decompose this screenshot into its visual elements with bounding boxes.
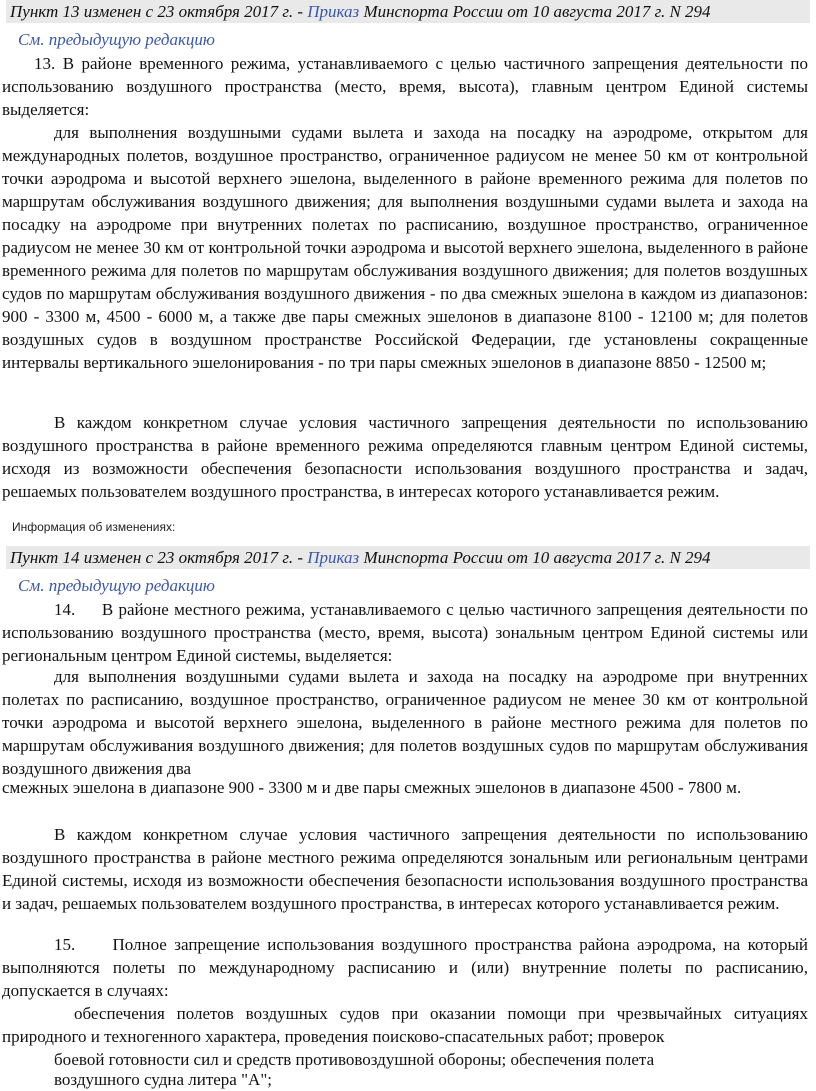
notice-text: Пункт 13 изменен с 23 октября 2017 г. - bbox=[10, 2, 308, 21]
amendment-notice-14 bbox=[6, 546, 810, 569]
order-link[interactable]: Приказ bbox=[307, 2, 360, 21]
previous-edition-link[interactable]: См. предыдущую редакцию bbox=[18, 576, 215, 595]
previous-edition-link[interactable]: См. предыдущую редакцию bbox=[18, 30, 215, 49]
notice-text: Минспорта России от 10 августа 2017 г. N 294 bbox=[359, 548, 711, 567]
paragraph-14-sub: для выполнения воздушными судами вылета и захода на посадку на аэродроме при внутренних полетах по расписанию, воздушное пространство, ограниченное радиусом не менее 30 км от контрольной точки аэродрома и высотой верхнего эшелона, выделенного в районе местного режима для полетов по маршрутам обслуживания воздушного движения; для полетов воздушных судов по маршрутам обслуживания воздушного движения два bbox=[2, 667, 808, 778]
paragraph-15: 15. Полное запрещение использования воздушного пространства района аэродрома, на который выполняются полеты по международному расписанию и (или) внутренние полеты по расписанию, допускается в случаях: bbox=[2, 935, 813, 1000]
notice-text: Пункт 14 изменен с 23 октября 2017 г. - bbox=[10, 548, 308, 567]
paragraph-15-sub: обеспечения полетов воздушных судов при оказании помощи при чрезвычайных ситуациях природного и техногенного характера, проведения поисково-спасательных работ; проверок bbox=[2, 1004, 808, 1046]
paragraph-14-sub-cont: смежных эшелона в диапазоне 900 - 3300 м и две пары смежных эшелонов в диапазоне 4500 - 7800 м. bbox=[2, 778, 742, 797]
change-info-label: Информация об изменениях: bbox=[12, 520, 176, 534]
paragraph-15-line: воздушного судна литера "А"; bbox=[54, 1070, 272, 1089]
paragraph-15-line: боевой готовности сил и средств противовоздушной обороны; обеспечения полета bbox=[54, 1050, 655, 1069]
paragraph-13: 13. В районе временного режима, устанавливаемого с целью частичного запрещения деятельности по использованию воздушного пространства (место, время, высота), главным центром Единой системы выделяется: bbox=[2, 54, 808, 119]
paragraph-14-case: В каждом конкретном случае условия частичного запрещения деятельности по использованию воздушного пространства в районе местного режима определяются зональным или региональным центрами Единой системы, исходя из возможности обеспечения безопасности использования воздушного пространства и задач, решаемых пользователем воздушного пространства, в интересах которого устанавливается режим. bbox=[2, 825, 808, 913]
paragraph-13-case: В каждом конкретном случае условия частичного запрещения деятельности по использованию воздушного пространства в районе временного режима определяются главным центром Единой системы, исходя из возможности обеспечения безопасности использования воздушного пространства и задач, решаемых пользователем воздушного пространства, в интересах которого устанавливается режим. bbox=[2, 413, 808, 501]
order-link[interactable]: Приказ bbox=[307, 548, 360, 567]
notice-text: Минспорта России от 10 августа 2017 г. N 294 bbox=[359, 2, 711, 21]
paragraph-13-sub: для выполнения воздушными судами вылета и захода на посадку на аэродроме, открытом для международных полетов, воздушное пространство, ограниченное радиусом не менее 50 км от контрольной точки аэродрома и высотой верхнего эшелона, выделенного в районе временного режима для полетов по маршрутам обслуживания воздушного движения; для выполнения воздушными судами вылета и захода на посадку на аэродроме при внутренних полетах по расписанию, воздушное пространство, ограниченное радиусом не менее 30 км от контрольной точки аэродрома и высотой верхнего эшелона, выделенного в районе временного режима для полетов по маршрутам обслуживания воздушного движения; для полетов воздушных судов по маршрутам обслуживания воздушного движения - по два смежных эшелона в каждом из диапазонов: 900 - 3300 м, 4500 - 6000 м, а также две пары смежных эшелонов в диапазоне 8100 - 12100 м; для полетов воздушных судов в воздушном пространстве Российской Федерации, где установлены сокращенные интервалы вертикального эшелонирования - по три пары смежных эшелонов в диапазоне 8850 - 12500 м; bbox=[2, 123, 808, 372]
paragraph-14: 14. В районе местного режима, устанавливаемого с целью частичного запрещения деятельности по использованию воздушного пространства (место, время, высота) зональным центром Единой системы или региональным центром Единой системы, выделяется: bbox=[2, 600, 813, 665]
amendment-notice-13 bbox=[6, 0, 810, 23]
